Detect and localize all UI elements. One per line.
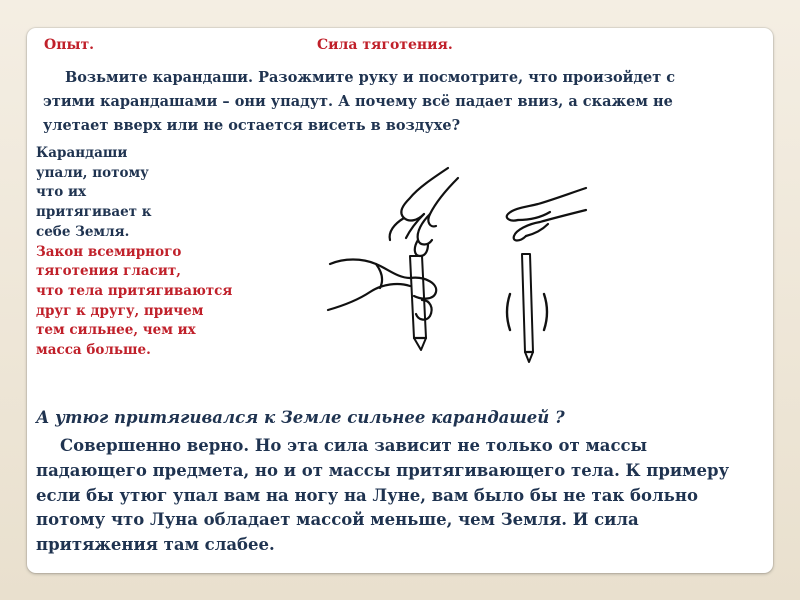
law-line: Закон всемирного bbox=[36, 243, 182, 260]
lower-hand-icon bbox=[328, 260, 436, 320]
explanation-line: себе Земля. bbox=[36, 223, 130, 240]
falling-pencil-icon bbox=[522, 254, 533, 362]
law-line: что тела притягиваются bbox=[36, 282, 233, 299]
experiment-label: Опыт. bbox=[44, 37, 95, 53]
law-line: тяготения гласит, bbox=[36, 263, 181, 280]
open-hand-icon bbox=[507, 188, 586, 241]
answer-line: Совершенно верно. Но эта сила зависит не только от массы bbox=[60, 436, 648, 455]
pencil-held-icon bbox=[410, 256, 426, 350]
explanation-line: Карандаши bbox=[36, 145, 128, 161]
answer-paragraph bbox=[36, 434, 751, 558]
holding-hand-icon bbox=[390, 168, 458, 256]
explanation-line: что их bbox=[36, 184, 87, 201]
motion-lines-icon bbox=[507, 294, 547, 330]
law-line: масса больше. bbox=[36, 342, 151, 359]
answer-line: притяжения там слабее. bbox=[36, 535, 275, 555]
hands-dropping-pencil-drawing bbox=[318, 160, 608, 380]
intro-paragraph: Возьмите карандаши. Разожмите руку и посмотрите, что произойдет с этими карандашами – они упадут. А почему всё падает вниз, а скажем не улетает вверх или не остается висеть в воздухе? bbox=[43, 69, 676, 134]
explanation-column bbox=[36, 144, 266, 361]
answer-line: если бы утюг упал вам на ногу на Луне, вам было бы не так больно bbox=[36, 485, 698, 505]
question-text: А утюг притягивался к Земле сильнее карандашей ? bbox=[36, 408, 565, 427]
law-line: друг к другу, причем bbox=[36, 302, 204, 319]
slide-title: Сила тяготения. bbox=[317, 37, 453, 53]
explanation-line: притягивает к bbox=[36, 204, 152, 221]
answer-line: падающего предмета, но и от массы притягивающего тела. К примеру bbox=[36, 460, 730, 480]
law-line: тем сильнее, чем их bbox=[36, 322, 196, 339]
answer-line: потому что Луна обладает массой меньше, чем Земля. И сила bbox=[36, 510, 639, 530]
explanation-line: упали, потому bbox=[36, 164, 149, 181]
